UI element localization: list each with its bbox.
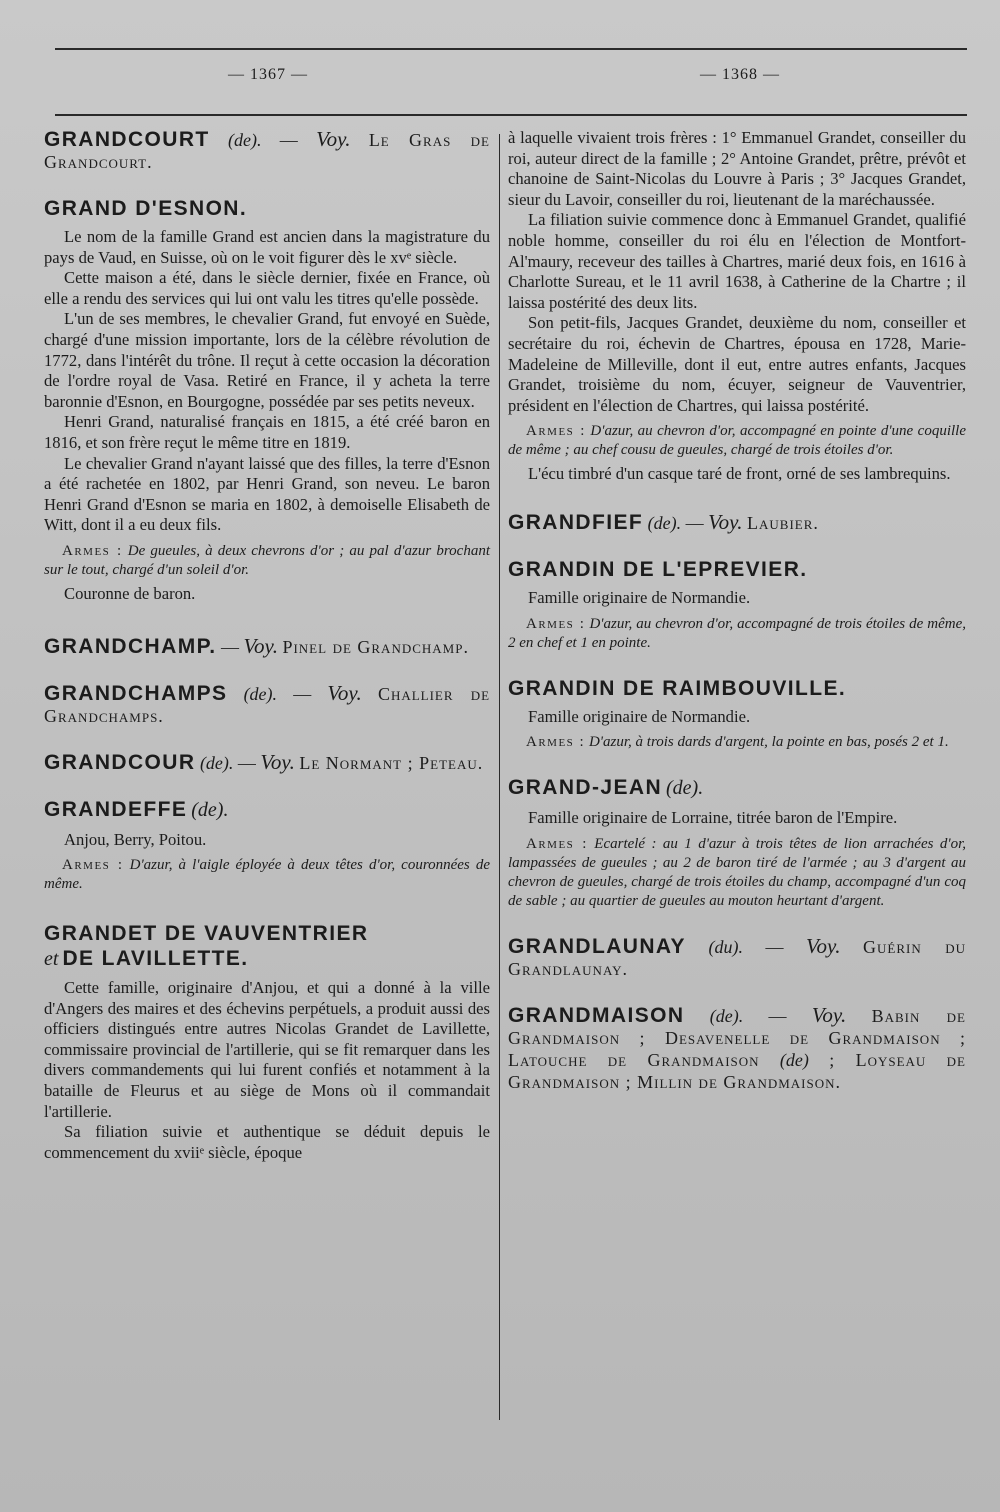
headword: GRANDEFFE — [44, 797, 188, 821]
blazon: D'azur, à l'aigle éployée à deux têtes d'or, couronnées de même. — [44, 857, 491, 893]
paragraph: Son petit-fils, Jacques Grandet, deuxième du nom, conseiller et secrétaire du roi, échevin de Chartres, épousa en 1728, Marie-Madeleine de Milleville, dont il eut, entre autres enfants, Jacques Grandet, troisième du nom, écuyer, seigneur de Vauventrier, président en l'élection de Chartres, qui laissa postérité. — [508, 313, 966, 415]
top-rule — [55, 48, 967, 50]
paragraph: Henri Grand, naturalisé français en 1815, a été créé baron en 1816, et son frère reçut le même titre en 1819. — [44, 412, 490, 452]
particle: (de). — [199, 752, 234, 773]
headword: GRANDIN DE L'EPREVIER. — [508, 557, 808, 581]
blazon: De gueules, à deux chevrons d'or ; au pal d'azur brochant sur le tout, chargé d'un soleil d'or. — [44, 542, 490, 578]
headword: GRANDCOURT — [44, 128, 210, 151]
voy-label: Voy. — [806, 933, 841, 958]
blazon: D'azur, à trois dards d'argent, la pointe en bas, posés 2 et 1. — [588, 734, 949, 751]
particle: (de). — [243, 683, 278, 704]
headword: GRAND-JEAN — [508, 776, 663, 800]
cross-reference: Le Gras de Grandcourt. — [44, 130, 490, 172]
headword: GRANDCOUR — [44, 750, 196, 774]
headword: GRAND D'ESNON. — [44, 197, 248, 220]
column-rule — [499, 134, 500, 1420]
entry-grandeffe — [44, 798, 490, 895]
armes-label: Armes : — [526, 423, 586, 440]
entry-grandet — [44, 922, 490, 1163]
voy-label: Voy. — [811, 1002, 847, 1027]
paragraph: à laquelle vivaient trois frères : 1° Emmanuel Grandet, conseiller du roi, auteur direct de la famille ; 2° Antoine Grandet, prêtre, prévôt et chanoine de Saint-Nicolas du Louvre à Paris ; 3° Jacques Grandet, sieur du Lavoir, conseiller du roi, lieutenant de la maréchaussée. — [508, 128, 966, 209]
armes-label: Armes : — [62, 542, 123, 559]
paragraph: Sa filiation suivie et authentique se déduit depuis le commencement du xviiᵉ siècle, époque — [44, 1122, 490, 1162]
dash: — — [743, 1005, 812, 1026]
armes — [44, 542, 490, 580]
entry-grandchamp — [44, 635, 490, 658]
particle: (du). — [708, 936, 743, 957]
entry-grandfief — [508, 511, 966, 534]
cross-reference: Challier de Grandchamps. — [44, 683, 491, 726]
paragraph: Famille originaire de Lorraine, titrée baron de l'Empire. — [528, 808, 898, 828]
armes — [508, 835, 966, 911]
entry-grandmaison — [508, 1004, 966, 1093]
headword: GRANDCHAMPS — [44, 681, 228, 705]
entry-grandcour — [44, 751, 490, 774]
armes — [508, 422, 966, 460]
entry-grandchamps — [44, 682, 490, 727]
entry-grand-desnon — [44, 197, 490, 605]
paragraph: Famille originaire de Normandie. — [528, 706, 751, 726]
right-column — [508, 128, 966, 1117]
headword-line2: DE LAVILLETTE. — [62, 947, 249, 971]
headword: GRANDCHAMP. — [44, 634, 217, 658]
headword: GRANDIN DE RAIMBOUVILLE. — [508, 676, 847, 700]
armes-label: Armes : — [526, 734, 586, 751]
armes-label: Armes : — [62, 857, 124, 874]
headword-line1: GRANDET DE VAUVENTRIER — [44, 922, 369, 946]
entry-grandin-eprevier — [508, 558, 966, 653]
paragraph: Anjou, Berry, Poitou. — [64, 829, 207, 849]
blazon: D'azur, au chevron d'or, accompagné de trois étoiles de même, 2 en chef et 1 en pointe. — [508, 615, 967, 651]
paragraph: Cette famille, originaire d'Anjou, et qui a donné à la ville d'Angers des maires et des échevins perpétuels, a produit aussi des officiers distingués entre autres Nicolas Grandet de Lavillette, commissaire provincial de l'artillerie, qui se fit remarquer dans les divers commandements qui lui furent confiés et notamment à la bataille de Fleurus et au siège de Mons où il commandait l'artillerie. — [44, 978, 490, 1121]
headword: GRANDFIEF — [508, 510, 644, 534]
dash: — — [681, 512, 709, 533]
blazon: D'azur, au chevron d'or, accompagné en pointe d'une coquille de même ; au chef cousu de gueules, chargé de trois étoiles d'or. — [508, 423, 966, 459]
voy-label: Voy. — [243, 633, 278, 658]
paragraph: Couronne de baron. — [64, 583, 196, 603]
paragraph: L'écu timbré d'un casque taré de front, orné de ses lambrequins. — [528, 464, 951, 484]
dash: — — [261, 130, 317, 150]
headword: GRANDLAUNAY — [508, 934, 686, 958]
armes-label: Armes : — [526, 835, 588, 852]
particle: (de). — [666, 777, 704, 800]
cross-reference: Pinel de Grandchamp. — [282, 636, 469, 657]
particle: (de). — [709, 1005, 744, 1026]
folio-left: — 1367 — — [228, 66, 308, 83]
left-column — [44, 128, 490, 1187]
dash: — — [277, 683, 328, 704]
folio-right: — 1368 — — [700, 66, 780, 83]
particle: (de). — [227, 130, 262, 150]
paragraph: Le nom de la famille Grand est ancien dans la magistrature du pays de Vaud, en Suisse, où on le voit figurer dès le xvᵉ siècle. — [44, 227, 490, 267]
entry-grand-jean — [508, 776, 966, 911]
headword: GRANDMAISON — [508, 1003, 685, 1027]
armes — [44, 856, 490, 894]
paragraph: L'un de ses membres, le chevalier Grand, fut envoyé en Suède, chargé d'une mission importante, lors de la célèbre révolution de 1772, dans l'intérêt du trône. Il reçut à cette occasion la décoration de l'ordre royal de Vasa. Retiré en France, il y acheta la terre baronnie d'Esnon, en Bourgogne, possédée par ses petits neveux. — [44, 309, 490, 411]
voy-label: Voy. — [316, 127, 351, 151]
cross-reference: Le Normant ; Peteau. — [299, 752, 484, 773]
entry-grandin-raimbouville — [508, 677, 966, 753]
header-rule — [55, 114, 967, 116]
particle: (de) — [779, 1049, 809, 1070]
paragraph: Cette maison a été, dans le siècle dernier, fixée en France, où elle a rendu des services qui lui ont valu les titres qu'elle possède. — [44, 268, 490, 308]
cross-reference: Babin de Grandmaison ; Desavenelle de Grandmaison ; Latouche de Grandmaison — [508, 1005, 966, 1070]
particle: (de). — [647, 512, 682, 533]
voy-label: Voy. — [327, 680, 362, 705]
paragraph: Famille originaire de Normandie. — [528, 587, 751, 607]
armes — [508, 733, 966, 752]
armes — [508, 615, 966, 653]
dash: — — [216, 636, 244, 657]
paragraph: La filiation suivie commence donc à Emmanuel Grandet, qualifié noble homme, conseiller du roi élu en l'élection de Montfort-Al'maury, receveur des tailles à Chartres, marié deux fois, en 1616 à Charlotte Sureau, et le 11 avril 1638, à Catherine de la Chartre ; il laissa postérité des deux lits. — [508, 210, 966, 312]
voy-label: Voy. — [260, 749, 295, 774]
entry-grandet-continued — [508, 128, 966, 485]
dash: — — [743, 936, 807, 957]
cross-reference: ; Loyseau de Grandmaison ; Millin de Grandmaison. — [508, 1049, 966, 1092]
entry-grandlaunay — [508, 935, 966, 980]
et-conjunction: et — [44, 948, 59, 971]
voy-label: Voy. — [708, 509, 743, 534]
particle: (de). — [191, 798, 229, 821]
dash: — — [233, 752, 261, 773]
entry-grandcourt — [44, 128, 490, 173]
cross-reference: Laubier. — [747, 512, 819, 533]
blazon: Ecartelé : au 1 d'azur à trois têtes de lion arrachées d'or, lampassées de gueules ; au 2 de baron tiré de l'armée ; au 3 d'argent au chevron de gueules, chargé de trois étoiles du champ, accompagné d'un coq de sable ; au quartier de gueules au mouton heurtant d'argent. — [508, 835, 966, 909]
cross-reference: Guérin du Grandlaunay. — [508, 936, 967, 979]
paragraph: Le chevalier Grand n'ayant laissé que des filles, la terre d'Esnon a été rachetée en 1802, par Henri Grand, son neveu. Le baron Henri Grand d'Esnon se maria en 1802, à demoiselle Elisabeth de Witt, dont il a eu deux fils. — [44, 453, 490, 535]
armes-label: Armes : — [526, 615, 586, 632]
